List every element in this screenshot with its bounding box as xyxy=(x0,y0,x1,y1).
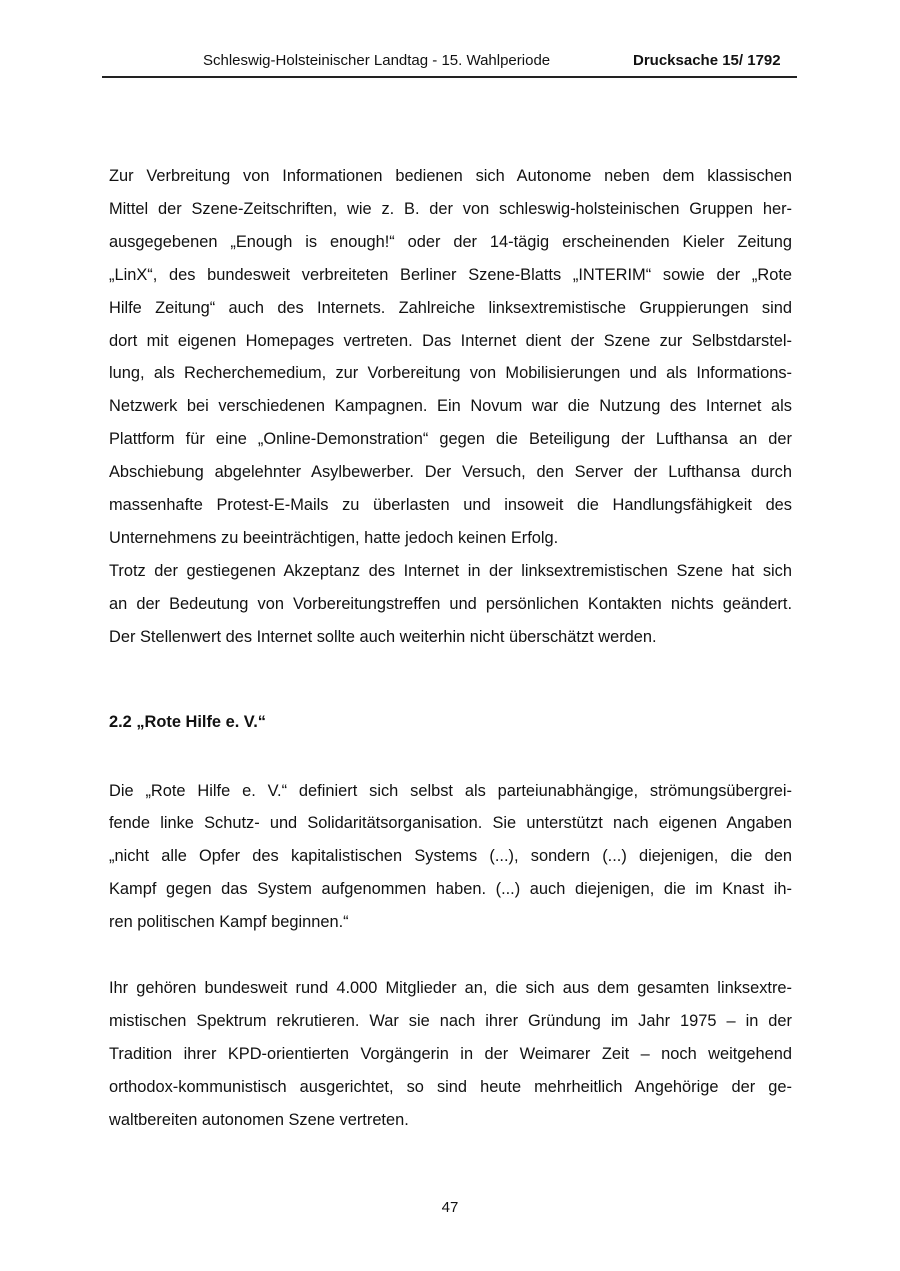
text-line: Plattform für eine „Online-Demonstration“ gegen die Beteiligung der Lufthansa an der xyxy=(109,430,792,449)
paragraph xyxy=(109,555,792,654)
header-divider xyxy=(102,76,797,78)
page-number: 47 xyxy=(441,1199,459,1216)
text-line: Ihr gehören bundesweit rund 4.000 Mitglieder an, die sich aus dem gesamten linksextre- xyxy=(109,979,792,998)
text-line: „LinX“, des bundesweit verbreiteten Berliner Szene-Blatts „INTERIM“ sowie der „Rote xyxy=(109,265,792,284)
text-line: ren politischen Kampf beginnen.“ xyxy=(109,913,349,932)
text-line: ausgegebenen „Enough is enough!“ oder der 14-tägig erscheinenden Kieler Zeitung xyxy=(109,232,792,251)
text-line: Unternehmens zu beeinträchtigen, hatte jedoch keinen Erfolg. xyxy=(109,528,559,547)
text-line: Tradition ihrer KPD-orientierten Vorgängerin in der Weimarer Zeit – noch weitgehend xyxy=(109,1044,792,1063)
text-line: Der Stellenwert des Internet sollte auch weiterhin nicht überschätzt werden. xyxy=(109,627,657,646)
text-line: massenhafte Protest-E-Mails zu überlasten und insoweit die Handlungsfähigkeit des xyxy=(109,496,792,515)
text-line: Hilfe Zeitung“ auch des Internets. Zahlreiche linksextremistische Gruppierungen sind xyxy=(109,298,792,317)
text-line: Trotz der gestiegenen Akzeptanz des Internet in der linksextremistischen Szene hat sich xyxy=(109,561,792,580)
text-line: Die „Rote Hilfe e. V.“ definiert sich selbst als parteiunabhängige, strömungsübergrei- xyxy=(109,781,792,800)
paragraph-internet xyxy=(109,160,792,654)
paragraph xyxy=(109,972,792,1137)
text-line: orthodox-kommunistisch ausgerichtet, so sind heute mehrheitlich Angehörige der ge- xyxy=(109,1077,792,1096)
text-line: Abschiebung abgelehnter Asylbewerber. Der Versuch, den Server der Lufthansa durch xyxy=(109,463,792,482)
text-line: Zur Verbreitung von Informationen bedienen sich Autonome neben dem klassischen xyxy=(109,167,792,185)
text-line: Netzwerk bei verschiedenen Kampagnen. Ein Novum war die Nutzung des Internet als xyxy=(109,397,792,416)
section-paragraphs xyxy=(109,775,792,1137)
document-number: Drucksache 15/ 1792 xyxy=(633,52,781,69)
text-line: Mittel der Szene-Zeitschriften, wie z. B. der von schleswig-holsteinischen Gruppen her- xyxy=(109,199,792,218)
text-line: Kampf gegen das System aufgenommen haben. (...) auch diejenigen, die im Knast ih- xyxy=(109,880,792,899)
text-line: an der Bedeutung von Vorbereitungstreffen und persönlichen Kontakten nichts geändert. xyxy=(109,594,792,613)
text-line: „nicht alle Opfer des kapitalistischen Systems (...), sondern (...) diejenigen, die den xyxy=(109,847,792,866)
document-body xyxy=(109,160,792,1137)
text-line: dort mit eigenen Homepages vertreten. Das Internet dient der Szene zur Selbstdarstel- xyxy=(109,331,792,350)
text-line: mistischen Spektrum rekrutieren. War sie nach ihrer Gründung im Jahr 1975 – in der xyxy=(109,1011,792,1030)
text-line: waltbereiten autonomen Szene vertreten. xyxy=(109,1110,409,1129)
paragraph xyxy=(109,160,792,555)
text-line: lung, als Recherchemedium, zur Vorbereitung von Mobilisierungen und als Informations- xyxy=(109,364,792,383)
text-line: fende linke Schutz- und Solidaritätsorganisation. Sie unterstützt nach eigenen Angaben xyxy=(109,814,792,833)
paragraph xyxy=(109,775,792,940)
header-title: Schleswig-Holsteinischer Landtag - 15. Wahlperiode xyxy=(203,52,551,69)
section-heading: 2.2 „Rote Hilfe e. V.“ xyxy=(109,712,266,731)
paragraph-gap xyxy=(109,939,792,972)
